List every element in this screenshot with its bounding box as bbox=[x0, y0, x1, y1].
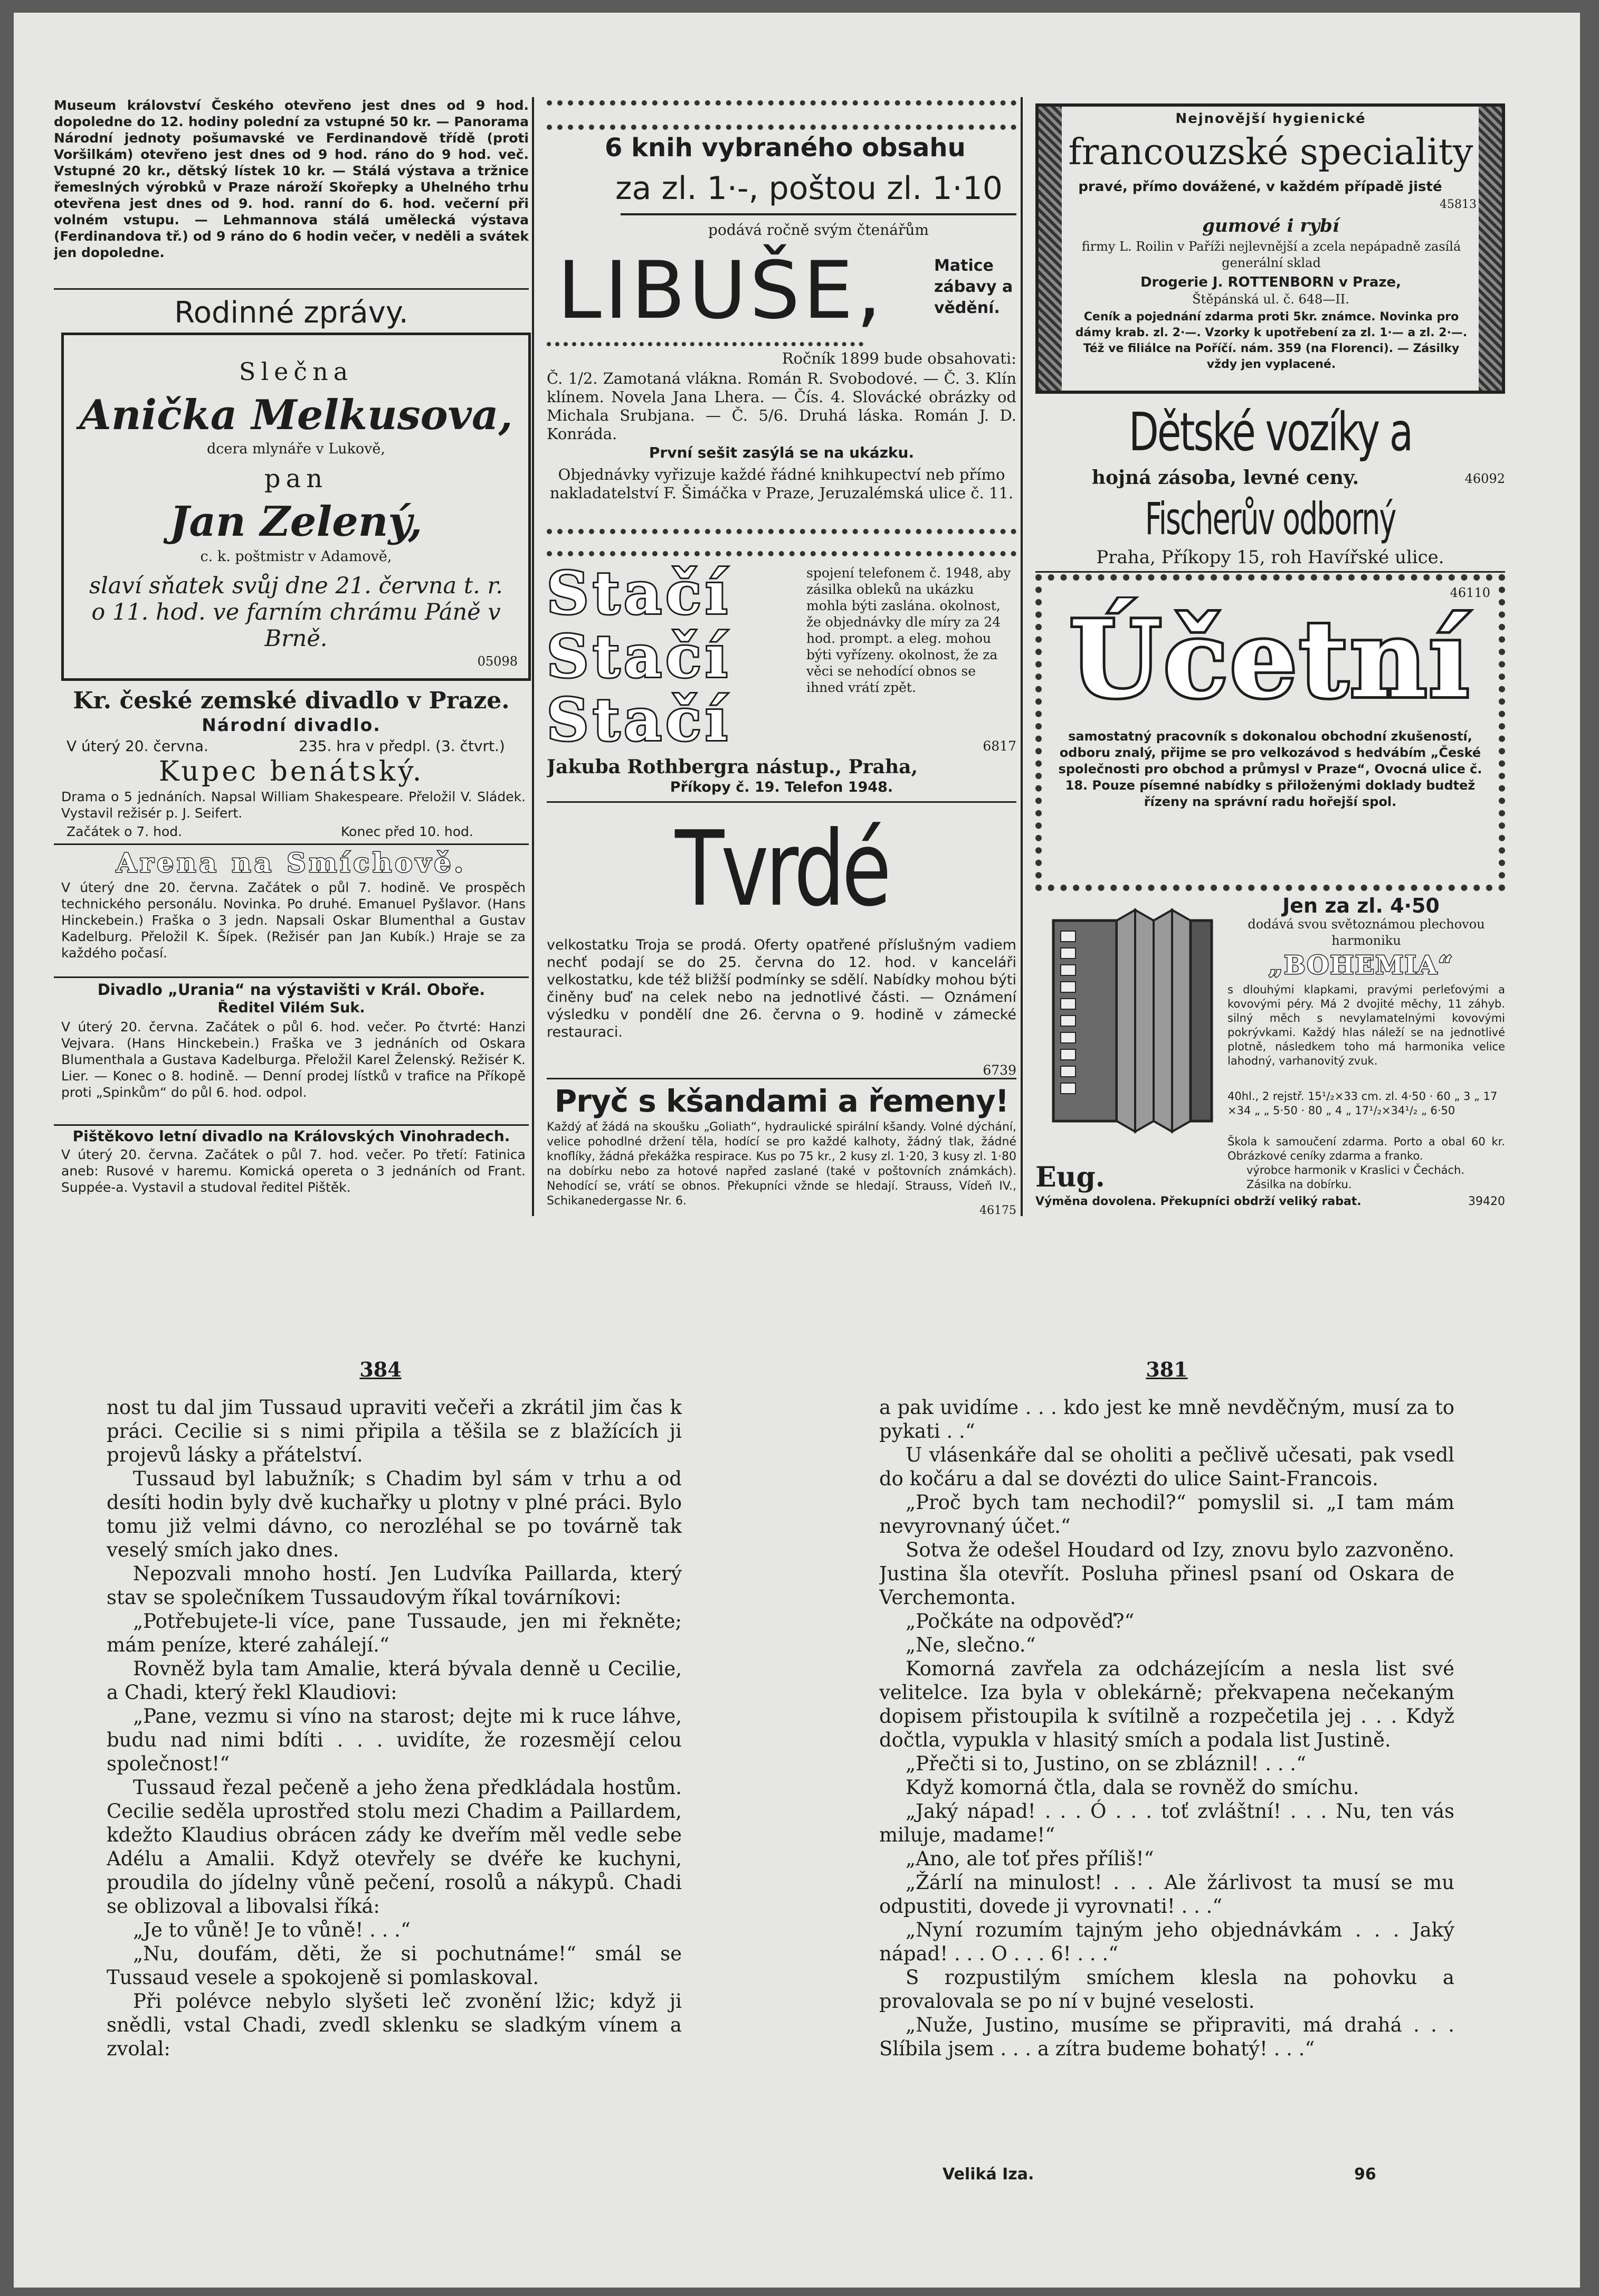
francouzske-side-left bbox=[1039, 107, 1062, 391]
schuster-text: výrobce harmonik v Kraslici v Čechách. Zásilka na dobírku. bbox=[1246, 1164, 1465, 1191]
tvrde-ovoce-code: 6739 bbox=[983, 1062, 1016, 1078]
voziky-code: 46092 bbox=[1464, 471, 1505, 486]
bride-name: Anička Melkusova, bbox=[79, 391, 513, 439]
franc-addr: Štěpánská ul. č. 648—II. bbox=[1192, 292, 1349, 307]
libuse-contents: Č. 1/2. Zamotaná vlákna. Román R. Svobodové. — Č. 3. Klín klínem. Novela Jana Lhera. — Čís. 4. Slovácké obrázky od Michala Srubjana. — Č. 5/6. Druhá láska. Román J. D. Konráda. bbox=[547, 369, 1016, 443]
ucetni-code: 46110 bbox=[1450, 585, 1490, 600]
paragraph: S rozpustilým smíchem klesla na pohovku a provalovala se po ní v bujné veselosti. bbox=[879, 1966, 1454, 2013]
paragraph: Při polévce nebylo slyšeti leč zvonění lžic; když ji snědli, vstal Chadi, zvedl sklenku se sladkým vínem a zvolal: bbox=[107, 1990, 682, 2060]
tvrde-ovoce-text: velkostatku Troja se prodá. Oferty opatřené příslušným vadiem nechť podají se do 25. června do 12. hod. v kanceláři velkostatku, kde též bližší podmínky se sdělí. Nabídky mohou býti činěny buď na celek nebo na jednotlivé části. — Oznámení výsledku v pondělí dne 26. června o 9. hodině v zámecké restauraci. bbox=[547, 937, 1016, 1040]
wedding-code: 05098 bbox=[477, 654, 518, 669]
pistek-text: V úterý 20. června. Začátek o půl 7. hod. večer. Po třetí: Fatinica aneb: Rusové v haremu. Komická opereta o 3 jednáních od Frant. Suppée-a. Vystavil a studoval ředitel Pištěk. bbox=[61, 1147, 526, 1195]
harmonika-right-panel bbox=[1191, 921, 1212, 1121]
column-divider-right bbox=[1021, 97, 1023, 1216]
paragraph: „Jaký nápad! . . . Ó . . . toť zvláštní! . . . Nu, ten vás miluje, madame!“ bbox=[879, 1800, 1454, 1846]
libuse-subtitle: Matice zábavy a vědění. bbox=[934, 257, 1013, 317]
urania-heading: Divadlo „Urania“ na výstavišti v Král. Oboře. bbox=[97, 981, 486, 999]
ucetni-title: Účetní bbox=[1069, 597, 1471, 722]
paragraph: nost tu dal jim Tussaud upraviti večeři a zkrátil jim čas k práci. Cecilie si s nimi připila a těšila se z blažících ji projevů lásky a přátelství. bbox=[107, 1396, 682, 1466]
divider bbox=[547, 1078, 1016, 1079]
pryc-text: Každý ať žádá na skoušku „Goliath“, hydraulické spirální kšandy. Volné dýchání, velice pohodlné držení těla, hodící se pro každé kalhoty, žádný tlak, žádné knoflíky, žádná překážka respirace. Kus po 75 kr., 2 kusy zl. 1·20, 3 kusy zl. 1·80 na dobírku nebo za hotové napřed zaslané (také v poštovních známkách). Nehodící se, vrátí se obnos. Překupníci vžnde se hledají. Strauss, Vídeň IV., Schikanedergasse Nr. 6. bbox=[547, 1121, 1016, 1208]
fischer-title: Fischerův odborný bbox=[1145, 493, 1396, 545]
staci-text: spojení telefonem č. 1948, aby zásilka obleků na ukázku mohla býti zaslána. okolnost, že objednávky dle míry za 24 hod. prompt. a eleg. mohou býti vyřízeny. okolnost, že za věci se nehodící obnos se ihned vrátí zpět. bbox=[806, 565, 1011, 695]
franc-drog: Drogerie J. ROTTENBORN v Praze, bbox=[1140, 274, 1402, 290]
franc-title: francouzské speciality bbox=[1068, 131, 1473, 173]
franc-top: Nejnovější hygienické bbox=[1175, 111, 1366, 127]
voziky-title: Dětské vozíky a bbox=[1128, 401, 1412, 463]
divider bbox=[621, 213, 1016, 215]
play-desc: Drama o 5 jednáních. Napsal William Shakespeare. Přeložil V. Sládek. Vystavil režisér p. J. Seifert. bbox=[61, 789, 526, 821]
exchange-code: 39420 bbox=[1468, 1195, 1505, 1208]
play-end: Konec před 10. hod. bbox=[341, 824, 473, 839]
paragraph: „Je to vůně! Je to vůně! . . .“ bbox=[133, 1919, 411, 1941]
divider bbox=[54, 1124, 529, 1126]
ucetni-box bbox=[1035, 574, 1505, 891]
libuse-year: Ročník 1899 bude obsahovati: bbox=[782, 350, 1016, 367]
libuse-offer-text: podává ročně svým čtenářům bbox=[708, 222, 929, 239]
libuse-offer-line1: 6 knih vybraného obsahu bbox=[605, 133, 966, 163]
paragraph: Komorná zavřela za odcházejícím a nesla list své velitelce. Iza byla v oblekárně; překvapena nečekaným dopisem přistoupila k svítilně a rozpečetila jej . . . Když dočtla, vypukla v hlasitý smích a podala list Justině. bbox=[879, 1657, 1454, 1751]
family-heading: Rodinné zprávy. bbox=[174, 296, 408, 330]
divider bbox=[1035, 571, 1505, 573]
novel-footer-number: 96 bbox=[1354, 2165, 1376, 2184]
harm-table: 40hl., 2 rejstř. 15¹/₂×33 cm. zl. 4·50 · 60 „ 3 „ 17 ×34 „ „ 5·50 · 80 „ 4 „ 17¹/₂×34¹/₂ „ 6·50 bbox=[1227, 1090, 1498, 1117]
harm-sub: dodává svou světoznámou plechovou harmoniku bbox=[1248, 917, 1485, 948]
theatre-subscription: 235. hra v předpl. (3. čtvrt.) bbox=[299, 737, 505, 755]
divider bbox=[54, 976, 529, 978]
francouzske-side-right bbox=[1479, 107, 1502, 391]
paragraph: „Ano, ale toť přes příliš!“ bbox=[906, 1847, 1154, 1870]
harm-price: Jen za zl. 4·50 bbox=[1282, 894, 1440, 917]
staci-company: Jakuba Rothbergra nástup., Praha, bbox=[547, 756, 918, 778]
paragraph: „Žárlí na minulost! . . . Ale žárlivost ta musí se mu odpustiti, dovede ji vyrovnati! . . .“ bbox=[879, 1871, 1454, 1918]
paragraph: „Potřebujete-li více, pane Tussaude, jen mi řekněte; mám peníze, které zahálejí.“ bbox=[107, 1610, 682, 1656]
paragraph: Tussaud byl labužník; s Chadim byl sám v trhu a od desíti hodin byly dvě kuchařky u plotny v plné práci. Bylo tomu již velmi dávno, co nerozléhal se po továrně tak veselý smích jako dnes. bbox=[107, 1467, 682, 1561]
novel-left-text bbox=[107, 1396, 682, 2145]
harmonika-illustration bbox=[1043, 899, 1217, 1158]
theatre-date: V úterý 20. června. bbox=[66, 737, 208, 755]
urania-director: Ředitel Vilém Suk. bbox=[217, 1000, 365, 1016]
exchange-note: Výměna dovolena. Překupníci obdrží veliký rabat. bbox=[1035, 1195, 1362, 1208]
harm-text: s dlouhými klapkami, pravými perleťovými a kovovými péry. Má 2 dvojité měchy, 11 záhyb. silný měch s nevylamatelnými kovovými pokrývkami. Každý hlas náleží se na jednotlivé plotně, následkem toho má harmonika velice lahodný, varhanovitý zvuk. bbox=[1227, 983, 1505, 1067]
arena-text: V úterý dne 20. června. Začátek o půl 7. hodině. Ve prospěch technického personálu. Novinka. Po druhé. Emanuel Pyšlavor. (Hans Hinckebein.) Fraška o 3 jedn. Napsali Oskar Blumenthal a Gustav Kadelburg. Přeložil K. Šípek. (Režisér pan Jan Kubík.) Hraje se za každého počasí. bbox=[61, 880, 526, 961]
urania-text: V úterý 20. června. Začátek o půl 6. hod. večer. Po čtvrté: Hanzi Vejvara. (Hans Hinckebein.) Fraška ve 3 jednáních od Oskara Blumenthala a Gustava Kadelburga. Přeložil Karel Želenský. Režisér K. Lier. — Konec o 8. hodině. — Denní prodej lístků v trafice na Příkopě proti „Spinkům“ do půl 6. hod. odpol. bbox=[61, 1019, 526, 1100]
play-start: Začátek o 7. hod. bbox=[66, 824, 183, 839]
paragraph: Rovněž byla tam Amalie, která bývala denně u Cecilie, a Chadi, který řekl Klaudiovi: bbox=[107, 1657, 682, 1704]
voziky-sub: hojná zásoba, levné ceny. bbox=[1091, 467, 1359, 489]
groom-name: Jan Zelený, bbox=[169, 498, 423, 546]
ornament-border-bottom bbox=[547, 529, 1016, 556]
arena-heading: Arena na Smíchově. bbox=[116, 847, 467, 878]
museum-notice: Museum království Českého otevřeno jest dnes od 9 hod. dopoledne do 12. hodiny polední za vstupné 50 kr. — Panorama Národní jednoty pošumavské ve Ferdinandově třídě (proti Voršilkám) otevřeno jest dnes od 9 hod. ráno do 9 hod. več. Vstupné 20 kr., dětský lístek 10 kr. — Stálá výstava a tržnice řemeslných výrobků v Praze nároží Skořepky a Uhelného trhu otevřena jest dnes od 9. hod. ranní do 6. hod. večerní při volném vstupu. — Lehmannova stálá umělecká výstava (Ferdinandova tř.) od 9 ráno do 6 hodin večer, v neděli a svátek jen dopoledne. bbox=[54, 98, 529, 260]
paragraph: U vlásenkáře dal se oholiti a pečlivě učesati, pak vsedl do kočáru a dal se dovézti do ulice Saint-Francois. bbox=[879, 1444, 1454, 1490]
pryc-title: Pryč s kšandami a řemeny! bbox=[554, 1083, 1009, 1119]
staci-code: 6817 bbox=[983, 738, 1016, 754]
ucetni-text: samostatný pracovník s dokonalou obchodní zkušeností, odboru znalý, přijme se pro velkozávod s hedvábím „České společnosti pro obchod a průmysl v Praze“, Ovocná ulice č. 18. Pouze písemné nabídky s přiloženými doklady budtež řízeny na správní radu hořejší spol. bbox=[1058, 729, 1482, 809]
paragraph: „Nyní rozumím tajným jeho objednávkám . . . Jaký nápad! . . . O . . . 6! . . .“ bbox=[879, 1919, 1454, 1965]
harmonika-bellows bbox=[1117, 910, 1191, 1132]
tvrde-ovoce-title: Tvrdé bbox=[675, 809, 888, 929]
pistek-heading: Pištěkovo letní divadlo na Královských Vinohradech. bbox=[72, 1127, 510, 1145]
harm-school: Škola k samoučení zdarma. Porto a obal 60 kr. Obrázkové ceníky zdarma a franko. bbox=[1227, 1135, 1505, 1162]
paragraph: a pak uvidíme . . . kdo jest ke mně nevděčným, musí za to pykati . .“ bbox=[879, 1396, 1454, 1443]
paragraph: Nepozvali mnoho hostí. Jen Ludvíka Paillarda, který stav se společníkem Tussaudovým říkal továrníkovi: bbox=[107, 1562, 682, 1609]
franc-rubber: gumové i rybí bbox=[1202, 215, 1339, 236]
wedding-announcement bbox=[61, 333, 531, 681]
wedding-text: slaví sňatek svůj dne 21. června t. r. o 11. hod. ve farním chrámu Páně v Brně. bbox=[89, 573, 503, 652]
novel-footer-title: Veliká Iza. bbox=[943, 2165, 1034, 2184]
paragraph: „Nu, doufám, děti, že si pochutnáme!“ smál se Tussaud vesele a spokojeně si pomlaskoval. bbox=[107, 1942, 682, 1989]
divider bbox=[54, 843, 529, 845]
novel-right-text bbox=[879, 1396, 1454, 2145]
paragraph: „Počkáte na odpověď?“ bbox=[906, 1610, 1135, 1633]
divider bbox=[54, 288, 529, 290]
franc-code: 45813 bbox=[1440, 198, 1477, 211]
paragraph: „Nuže, Justino, musíme se připraviti, má drahá . . . Slíbila jsem . . . a zítra budeme bohatý! . . .“ bbox=[879, 2014, 1454, 2060]
wedding-line1: Slečna bbox=[239, 357, 354, 386]
schuster-name: Eug. bbox=[1035, 1161, 1105, 1193]
libuse-sample: První sešit zasýlá se na ukázku. bbox=[649, 444, 915, 461]
bride-desc: dcera mlynáře v Lukově, bbox=[206, 441, 385, 457]
paragraph: „Přečti si to, Justino, on se zbláznil! . . .“ bbox=[906, 1752, 1306, 1775]
theatre-sub: Národní divadlo. bbox=[202, 715, 381, 735]
groom-desc: c. k. poštmistr v Adamově, bbox=[200, 548, 392, 565]
paragraph: „Proč bych tam nechodil?“ pomyslil si. „I tam mám nevyrovnaný účet.“ bbox=[879, 1491, 1454, 1538]
play-title: Kupec benátský. bbox=[158, 756, 424, 788]
divider bbox=[547, 801, 1016, 803]
fischer-addr: Praha, Příkopy 15, roh Havířské ulice. bbox=[1096, 547, 1444, 568]
paragraph: „Ne, slečno.“ bbox=[906, 1634, 1036, 1656]
paragraph: Tussaud řezal pečeně a jeho žena předkládala hostům. Cecilie seděla uprostřed stolu mezi Chadim a Paillardem, kdežto Klaudius obrácen zády ke dveřím měl vedle sebe Adélu a Amalii. Když otevřely se dvéře ke kuchyni, proudila do jídelny vůně pečení, rosolů a nákypů. Chadi se oblizoval a libovalsi říká: bbox=[107, 1776, 682, 1918]
staci-word-2: Stačí bbox=[547, 625, 732, 688]
wedding-line2: pan bbox=[264, 464, 328, 494]
paragraph: „Pane, vezmu si víno na starost; dejte mi k ruce láhve, budu nad nimi bdíti . . . uvidíte, že rozesmějí celou společnost!“ bbox=[107, 1705, 682, 1775]
francouzske-box bbox=[1035, 103, 1505, 394]
column-divider-left bbox=[532, 97, 534, 1216]
libuse-offer-line2: za zl. 1·-, poštou zl. 1·10 bbox=[615, 170, 1003, 207]
franc-text: firmy L. Roilin v Paříži nejlevnější a zcela nepápadně zasílá generální sklad bbox=[1081, 239, 1461, 270]
franc-sub: pravé, přímo dovážené, v každém případě jisté bbox=[1078, 179, 1442, 195]
libuse-title: LIBUŠE, bbox=[557, 245, 885, 337]
staci-address: Příkopy č. 19. Telefon 1948. bbox=[670, 779, 893, 795]
pryc-code: 46175 bbox=[979, 1204, 1016, 1217]
harm-name: „BOHEMIA“ bbox=[1268, 951, 1454, 980]
ornament-border-top bbox=[547, 100, 1016, 130]
paragraph: Když komorná čtla, dala se rovněž do smíchu. bbox=[906, 1776, 1359, 1799]
left-page-number: 384 bbox=[359, 1358, 402, 1381]
theatre-heading: Kr. české zemské divadlo v Praze. bbox=[73, 687, 510, 714]
right-page-number: 381 bbox=[1146, 1358, 1188, 1381]
staci-word-1: Stačí bbox=[547, 562, 732, 625]
franc-price: Ceník a pojednání zdarma proti 5kr. známce. Novinka pro dámy krab. zl. 2·—. Vzorky k upotřebení za zl. 1·— a zl. 2·—. Též ve filiálce na Poříčí. nám. 359 (na Florenci). — Zásilky vždy jen vyplacené. bbox=[1075, 310, 1468, 371]
paragraph: Sotva že odešel Houdard od Izy, znovu bylo zazvoněno. Justina šla otevřít. Posluha přinesl psaní od Oskara de Verchemonta. bbox=[879, 1539, 1454, 1609]
newspaper-page bbox=[14, 13, 1580, 2288]
staci-word-3: Stačí bbox=[547, 688, 732, 752]
libuse-orders: Objednávky vyřizuje každé řádné knihkupectví neb přímo nakladatelství F. Šimáčka v Praze, Jeruzalémská ulice č. 11. bbox=[549, 466, 1014, 502]
